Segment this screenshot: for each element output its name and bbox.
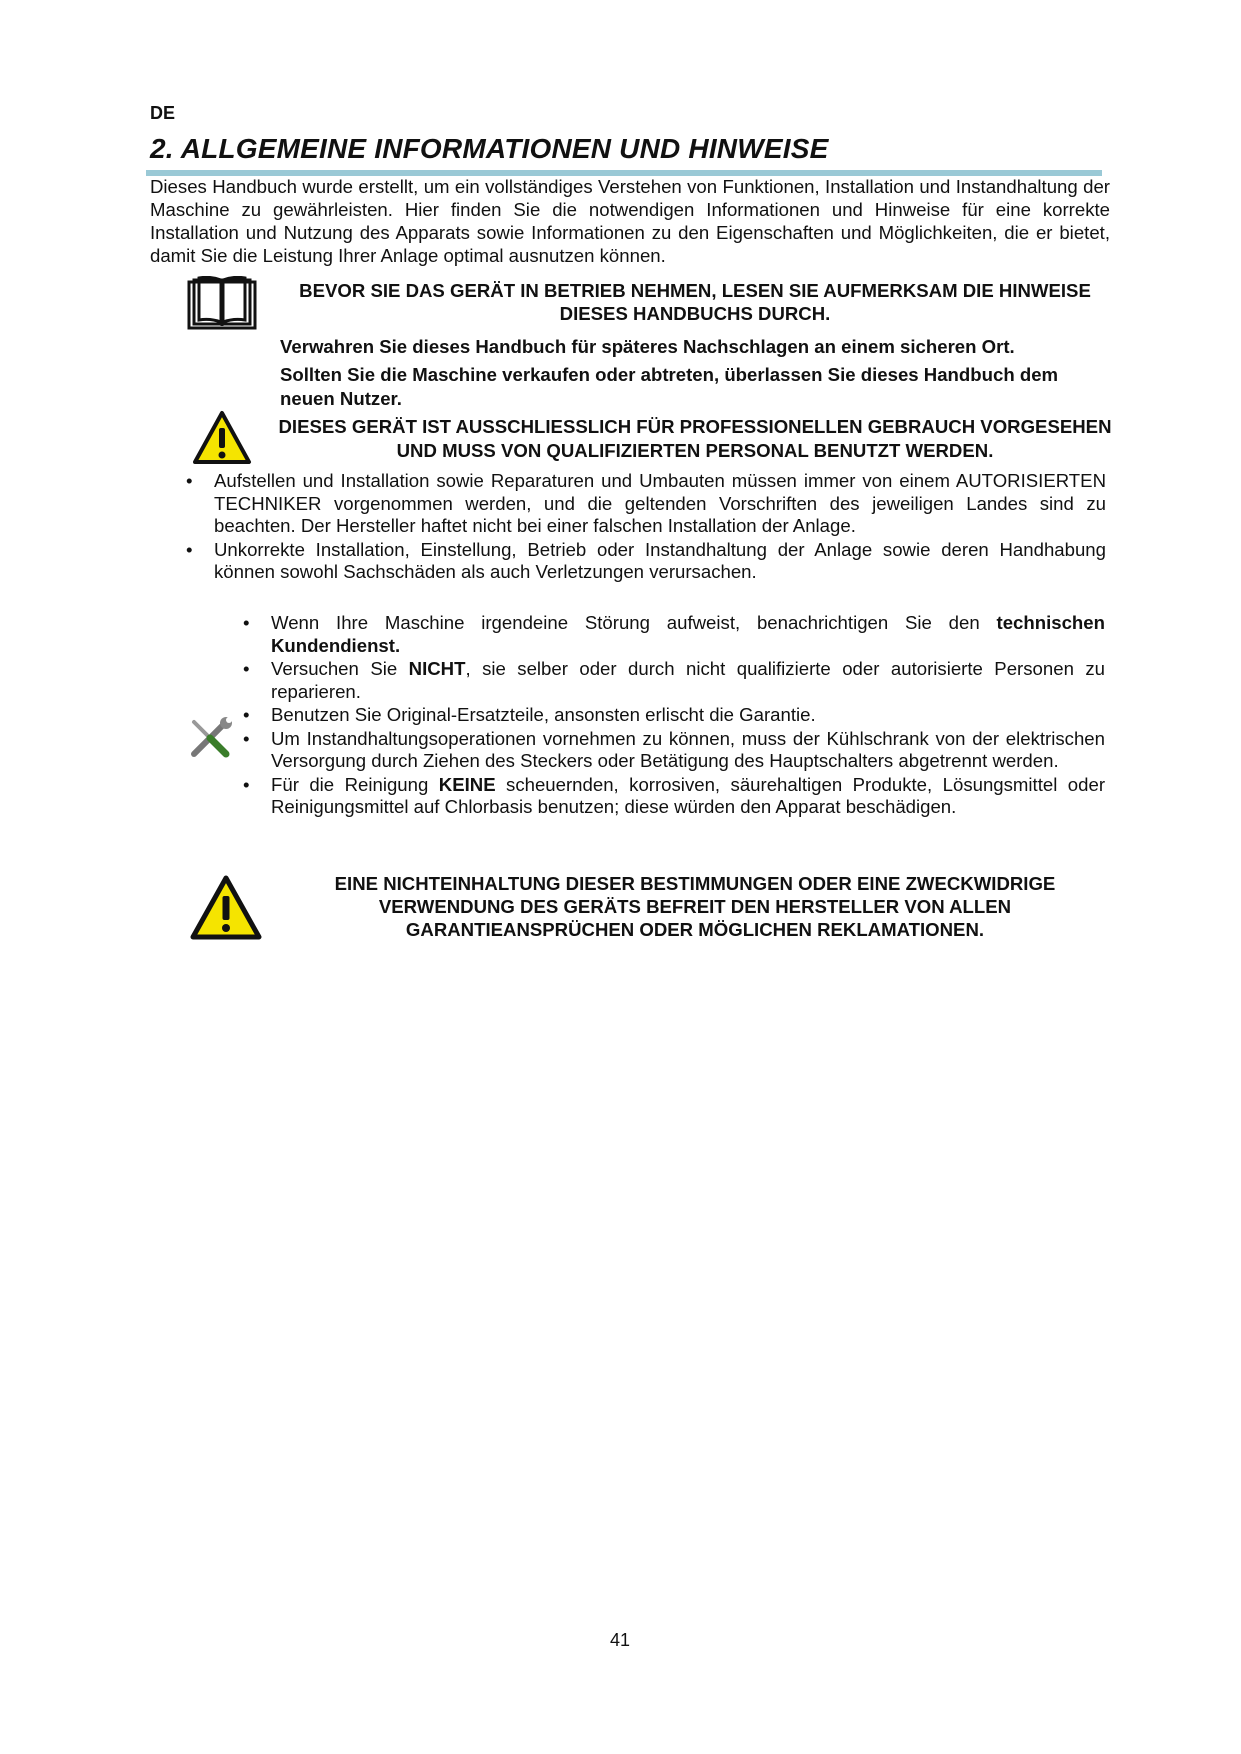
list-item: • Versuchen Sie NICHT, sie selber oder durch nicht qualifizierte oder autorisierte Personen zu reparieren. <box>243 658 1105 703</box>
final-warning-notice: EINE NICHTEINHALTUNG DIESER BESTIMMUNGEN ODER EINE ZWECKWIDRIGE VERWENDUNG DES GERÄTS BEFREIT DEN HERSTELLER VON ALLEN GARANTIEANSPRÜCHEN ODER MÖGLICHEN REKLAMATIONEN. <box>334 873 1056 940</box>
warning-triangle-icon <box>189 874 263 942</box>
page-number: 41 <box>609 1630 631 1650</box>
read-manual-notice: BEVOR SIE DAS GERÄT IN BETRIEB NEHMEN, LESEN SIE AUFMERKSAM DIE HINWEISE DIESES HANDBUCHS DURCH. <box>299 280 1091 324</box>
section-heading: 2. ALLGEMEINE INFORMATIONEN UND HINWEISE <box>150 133 829 164</box>
pass-on-note: Sollten Sie die Maschine verkaufen oder abtreten, überlassen Sie dieses Handbuch dem neuen Nutzer. <box>280 364 1059 409</box>
professional-use-notice: DIESES GERÄT IST AUSSCHLIESSLICH FÜR PROFESSIONELLEN GEBRAUCH VORGESEHEN UND MUSS VON QUALIFIZIERTEN PERSONAL BENUTZT WERDEN. <box>278 416 1112 461</box>
list-item: • Aufstellen und Installation sowie Reparaturen und Umbauten müssen immer von einem AUTORISIERTEN TECHNIKER vorgenommen werden, und die geltenden Vorschriften des jeweiligen Landes sind zu beachten. Der Hersteller haftet nicht bei einer falschen Installation der Anlage. <box>186 470 1106 538</box>
intro-paragraph: Dieses Handbuch wurde erstellt, um ein vollständiges Verstehen von Funktionen, Installation und Instandhaltung der Maschine zu gewährleisten. Hier finden Sie die notwendigen Informationen und Hinweise für eine korrekte Installation und Nutzung des Apparats sowie Informationen zu den Eigenschaften und Möglichkeiten, die er bietet, damit Sie die Leistung Ihrer Anlage optimal ausnutzen können. <box>150 176 1110 266</box>
installation-list <box>186 470 1106 585</box>
list-item: • Für die Reinigung KEINE scheuernden, korrosiven, säurehaltigen Produkte, Lösungsmittel oder Reinigungsmittel auf Chlorbasis benutzen; diese würden den Apparat beschädigen. <box>243 774 1105 819</box>
manual-storage-notes <box>280 335 1110 415</box>
list-item: • Wenn Ihre Maschine irgendeine Störung aufweist, benachrichtigen Sie den technischen Kundendienst. <box>243 612 1105 657</box>
language-code: DE <box>150 103 176 123</box>
book-icon <box>186 276 258 332</box>
tools-icon <box>188 716 234 760</box>
list-item: • Benutzen Sie Original-Ersatzteile, ansonsten erlischt die Garantie. <box>243 704 1105 727</box>
list-item: • Unkorrekte Installation, Einstellung, Betrieb oder Instandhaltung der Anlage sowie deren Handhabung können sowohl Sachschäden als auch Verletzungen verursachen. <box>186 539 1106 584</box>
warning-triangle-icon <box>192 410 252 466</box>
keep-manual-note: Verwahren Sie dieses Handbuch für späteres Nachschlagen an einem sicheren Ort. <box>280 336 1015 357</box>
list-item: • Um Instandhaltungsoperationen vornehmen zu können, muss der Kühlschrank von der elektrischen Versorgung durch Ziehen des Steckers oder Betätigung des Hauptschalters abgetrennt werden. <box>243 728 1105 773</box>
service-list <box>243 612 1105 820</box>
